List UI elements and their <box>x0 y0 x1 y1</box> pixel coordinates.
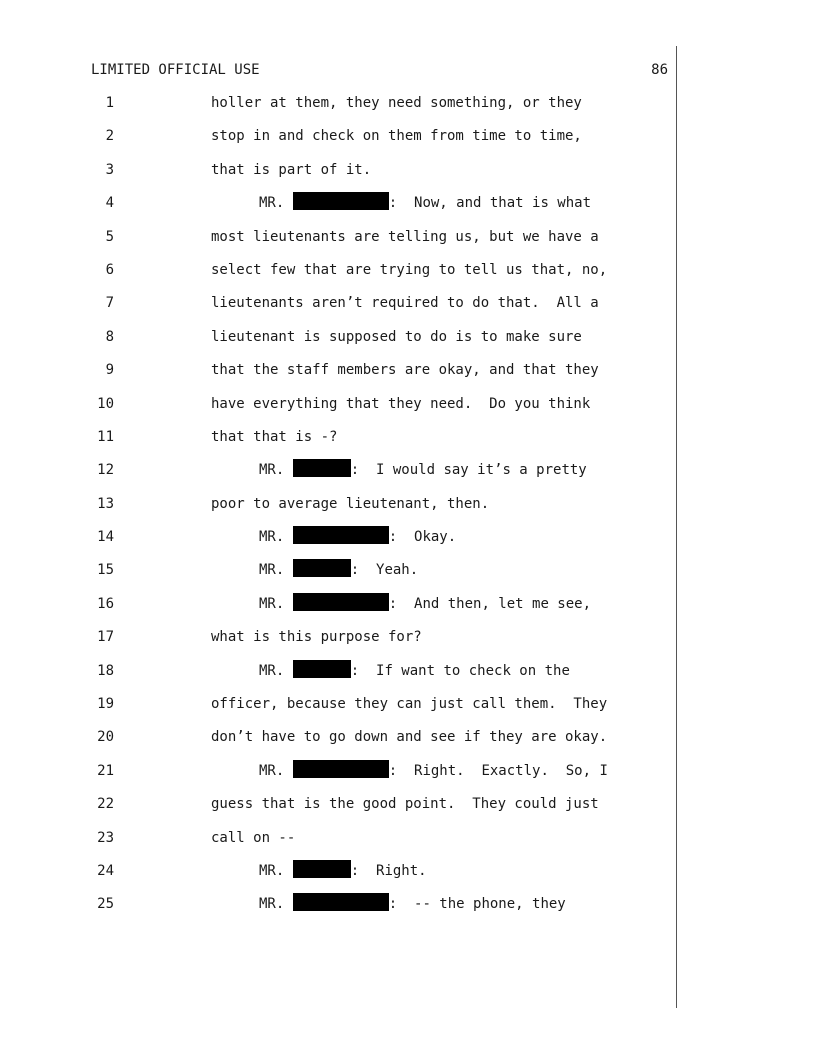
transcript-line <box>0 855 676 888</box>
transcript-line <box>0 621 676 654</box>
line-number: 20 <box>97 729 114 746</box>
speaker-title: MR. <box>259 862 285 879</box>
line-number: 17 <box>97 629 114 646</box>
speaker-title: MR. <box>259 462 285 479</box>
transcript-line <box>0 688 676 721</box>
line-number: 13 <box>97 495 114 512</box>
transcript-line <box>0 87 676 120</box>
speaker-title: MR. <box>259 195 285 212</box>
line-number: 2 <box>105 128 114 145</box>
line-text: don’t have to go down and see if they are okay. <box>211 729 608 746</box>
redaction-box <box>293 760 389 778</box>
margin-rule <box>676 46 677 1008</box>
line-number: 18 <box>97 662 114 679</box>
redaction-box <box>293 459 351 477</box>
line-number: 24 <box>97 862 114 879</box>
line-number: 23 <box>97 829 114 846</box>
transcript-line <box>0 721 676 754</box>
line-text: that is part of it. <box>211 161 372 178</box>
line-text: call on -- <box>211 829 296 846</box>
speaker-title: MR. <box>259 662 285 679</box>
line-number: 15 <box>97 562 114 579</box>
speaker-line <box>259 187 591 220</box>
line-number: 25 <box>97 896 114 913</box>
transcript-line <box>0 521 676 554</box>
line-text: stop in and check on them from time to time, <box>211 128 582 145</box>
speaker-line <box>259 855 427 888</box>
line-number: 1 <box>105 95 114 111</box>
line-text: : Now, and that is what <box>388 195 592 212</box>
line-text: lieutenant is supposed to do is to make sure <box>211 328 582 345</box>
transcript-line <box>0 822 676 855</box>
line-text: lieutenants aren’t required to do that. All a <box>211 295 599 312</box>
line-text: : Okay. <box>388 529 457 546</box>
classification-header: LIMITED OFFICIAL USE <box>91 62 260 78</box>
transcript-line <box>0 755 676 788</box>
line-number: 11 <box>97 428 114 445</box>
line-text: that that is -? <box>211 428 338 445</box>
transcript-line <box>0 655 676 688</box>
speaker-title: MR. <box>259 595 285 612</box>
line-text: : Right. Exactly. So, I <box>388 762 608 779</box>
line-number: 3 <box>105 161 114 178</box>
redaction-box <box>293 526 389 544</box>
line-number: 22 <box>97 796 114 813</box>
transcript-line <box>0 388 676 421</box>
redaction-box <box>293 593 389 611</box>
redaction-box <box>293 559 351 577</box>
line-text: : -- the phone, they <box>388 896 566 913</box>
transcript-line <box>0 221 676 254</box>
speaker-line <box>259 655 570 688</box>
line-text: : If want to check on the <box>350 662 570 679</box>
speaker-line <box>259 888 566 921</box>
line-text: guess that is the good point. They could just <box>211 796 599 813</box>
redaction-box <box>293 192 389 210</box>
speaker-line <box>259 588 591 621</box>
transcript-line <box>0 287 676 320</box>
line-number: 8 <box>105 328 114 345</box>
line-number: 9 <box>105 362 114 379</box>
transcript-line <box>0 588 676 621</box>
speaker-title: MR. <box>259 762 285 779</box>
line-number: 19 <box>97 696 114 713</box>
transcript-line <box>0 120 676 153</box>
speaker-title: MR. <box>259 562 285 579</box>
transcript-line <box>0 254 676 287</box>
redaction-box <box>293 860 351 878</box>
line-text: holler at them, they need something, or they <box>211 95 582 111</box>
speaker-line <box>259 521 456 554</box>
transcript-line <box>0 321 676 354</box>
line-text: most lieutenants are telling us, but we have a <box>211 228 599 245</box>
line-number: 14 <box>97 529 114 546</box>
speaker-title: MR. <box>259 896 285 913</box>
line-text: select few that are trying to tell us that, no, <box>211 261 608 278</box>
transcript-line <box>0 488 676 521</box>
line-text: : And then, let me see, <box>388 595 592 612</box>
speaker-line <box>259 554 418 587</box>
line-text: have everything that they need. Do you think <box>211 395 591 412</box>
line-text: that the staff members are okay, and that they <box>211 362 599 379</box>
line-number: 6 <box>105 261 114 278</box>
line-number: 21 <box>97 762 114 779</box>
transcript-line <box>0 187 676 220</box>
redaction-box <box>293 893 389 911</box>
transcript-lines <box>0 87 676 922</box>
speaker-line <box>259 755 608 788</box>
transcript-line <box>0 354 676 387</box>
line-text: poor to average lieutenant, then. <box>211 495 490 512</box>
line-text: : I would say it’s a pretty <box>350 462 587 479</box>
page-number: 86 <box>651 62 668 78</box>
transcript-line <box>0 554 676 587</box>
line-number: 10 <box>97 395 114 412</box>
line-number: 4 <box>105 195 114 212</box>
line-text: : Yeah. <box>350 562 419 579</box>
line-number: 12 <box>97 462 114 479</box>
transcript-line <box>0 888 676 921</box>
transcript-line <box>0 788 676 821</box>
line-number: 5 <box>105 228 114 245</box>
speaker-title: MR. <box>259 529 285 546</box>
transcript-line <box>0 454 676 487</box>
transcript-line <box>0 154 676 187</box>
redaction-box <box>293 660 351 678</box>
speaker-line <box>259 454 587 487</box>
transcript-line <box>0 421 676 454</box>
line-text: what is this purpose for? <box>211 629 422 646</box>
line-text: officer, because they can just call them. They <box>211 696 608 713</box>
line-number: 16 <box>97 595 114 612</box>
line-number: 7 <box>105 295 114 312</box>
line-text: : Right. <box>350 862 427 879</box>
